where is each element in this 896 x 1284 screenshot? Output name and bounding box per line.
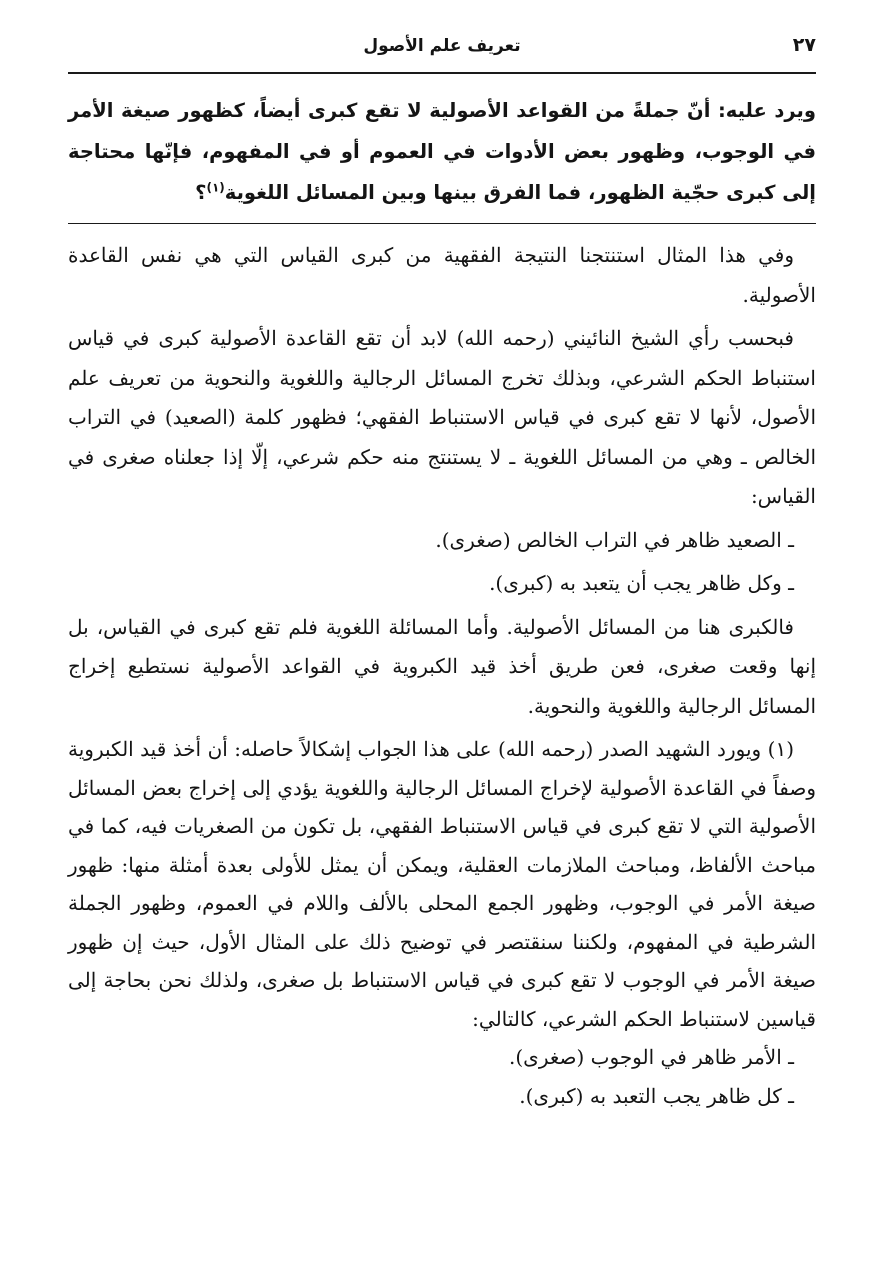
footnote-reference: (١) [206, 180, 225, 195]
page-number: ٢٧ [792, 34, 816, 56]
book-page [68, 22, 816, 1284]
footnote-major-premise: ـ كل ظاهر يجب التعبد به (كبرى). [519, 1083, 794, 1108]
syllogism-major-premise: ـ وكل ظاهر يجب أن يتعبد به (كبرى). [489, 571, 794, 595]
main-body [68, 236, 816, 726]
paragraph-major-explanation: فالكبرى هنا من المسائل الأصولية. وأما المسائلة اللغوية فلم تقع كبرى في القياس، بل إنها وقعت صغرى، فعن طريق أخذ قيد الكبروية في القواعد الأصولية نستطيع إخراج المسائل الرجالية واللغوية والنحوية. [68, 614, 816, 718]
quote-text: ويرد عليه: أنّ جملةً من القواعد الأصولية لا تقع كبرى أيضاً، كظهور صيغة الأمر في الوجوب، وظهور بعض الأدوات في العموم أو في المفهوم، فإنّها محتاجة إلى كبرى حجّية الظهور، فما الفرق بينها وبين المسائل اللغوية [68, 99, 816, 204]
footnote-section [68, 730, 816, 1115]
paragraph-example-conclusion: وفي هذا المثال استنتجنا النتيجة الفقهية من كبرى القياس التي هي نفس القاعدة الأصولية. [68, 243, 816, 307]
section-divider [68, 223, 816, 224]
footnote-minor-premise: ـ الأمر ظاهر في الوجوب (صغرى). [509, 1045, 794, 1069]
footnote-text: (١) ويورد الشهيد الصدر (رحمه الله) على هذا الجواب إشكالاً حاصله: أن أخذ قيد الكبروية وصفاً في القاعدة الأصولية لإخراج المسائل الرجالية واللغوية يؤدي إلى إخراج بعض المسائل الأصولية التي لا تقع كبرى في قياس الاستنباط الفقهي، بل تكون من الصغريات فيه، كما في مباحث الألفاظ، ومباحث الملازمات العقلية، ويمكن أن يمثل للأولى بعدة أمثلة منها: ظهور صيغة الأمر في الوجوب، وظهور الجمع المحلى بالألف واللام في العموم، وظهور الجملة الشرطية في المفهوم، ولكننا سنقتصر في توضيح ذلك على المثال الأول، حيث إن ظهور صيغة الأمر في الوجوب لا تقع كبرى في قياس الاستنباط بل صغرى، ولذلك نحن بحاجة إلى قياسين لاستنباط الحكم الشرعي، كالتالي: [68, 737, 816, 1031]
quoted-objection [68, 90, 816, 213]
paragraph-naini-view: فبحسب رأي الشيخ النائيني (رحمه الله) لابد أن تقع القاعدة الأصولية كبرى في قياس استنباط الحكم الشرعي، وبذلك تخرج المسائل الرجالية واللغوية والنحوية من تعريف علم الأصول، لأنها لا تقع كبرى في قياس الاستنباط الفقهي؛ فظهور كلمة (الصعيد) في التراب الخالص ـ وهي من المسائل اللغوية ـ لا يستنتج منه حكم شرعي، إلّا إذا جعلناه صغرى في القياس: [68, 326, 816, 508]
page-header [68, 22, 816, 74]
quote-end-mark: ؟ [195, 181, 207, 204]
syllogism-minor-premise: ـ الصعيد ظاهر في التراب الخالص (صغرى). [435, 527, 794, 552]
running-title: تعريف علم الأصول [363, 36, 521, 56]
